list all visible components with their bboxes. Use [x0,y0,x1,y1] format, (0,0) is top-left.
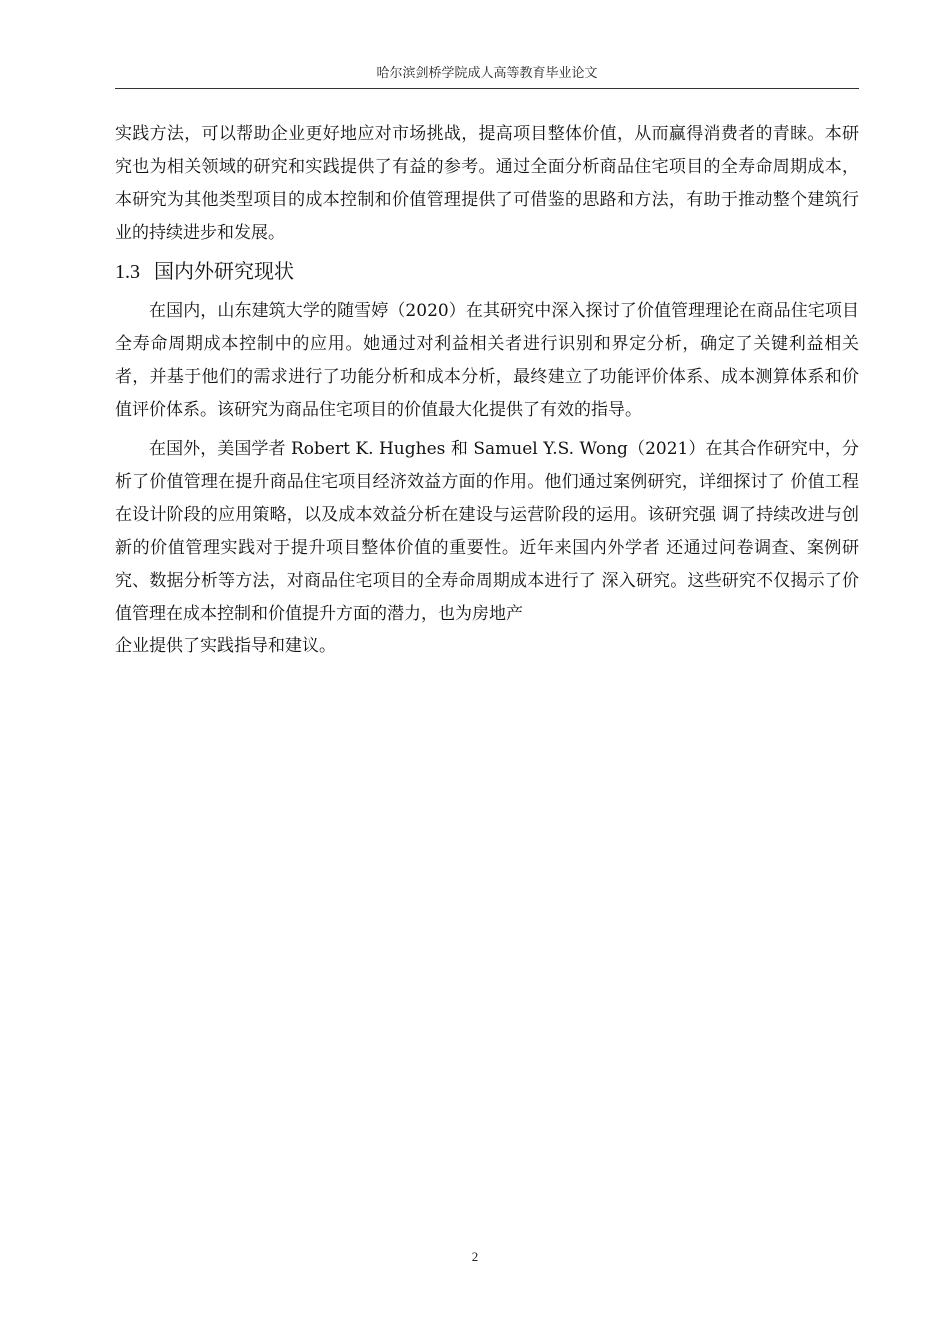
page-number: 2 [471,1249,479,1264]
header-title: 哈尔滨剑桥学院成人高等教育毕业论文 [376,66,598,81]
section-number: 1.3 [115,261,140,283]
section-heading [115,256,859,287]
section-title: 国内外研究现状 [154,259,294,283]
domestic-research-paragraph: 在国内，山东建筑大学的随雪婷（2020）在其研究中深入探讨了价值管理理论在商品住宅项目全寿命周期成本控制中的应用。她通过对利益相关者进行识别和界定分析，确定了关键利益相关者，并基于他们的需求进行了功能分析和成本分析，最终建立了功能评价体系、成本测算体系和价值评价体系。该研究为商品住宅项目的价值最大化提供了有效的指导。 [115,301,859,420]
closing-line: 企业提供了实践指导和建议。 [115,636,336,656]
intro-paragraph: 实践方法，可以帮助企业更好地应对市场挑战，提高项目整体价值，从而赢得消费者的青睐。本研究也为相关领域的研究和实践提供了有益的参考。通过全面分析商品住宅项目的全寿命周期成本，本研究为其他类型项目的成本控制和价值管理提供了可借鉴的思路和方法，有助于推动整个建筑行业的持续进步和发展。 [115,124,859,243]
document-body [115,118,859,661]
foreign-research-paragraph: 在国外，美国学者 Robert K. Hughes 和 Samuel Y.S. Wong（2021）在其合作研究中，分 析了价值管理在提升商品住宅项目经济效益方面的作用。他们通过案例研究，详细探讨了 价值工程在设计阶段的应用策略，以及成本效益分析在建设与运营阶段的运用。该研究强 调了持续改进与创新的价值管理实践对于提升项目整体价值的重要性。近年来国内外学者 还通过问卷调查、案例研究、数据分析等方法，对商品住宅项目的全寿命周期成本进行了 深入研究。这些研究不仅揭示了价值管理在成本控制和价值提升方面的潜力，也为房地产 [115,439,859,624]
page-header [115,64,859,89]
